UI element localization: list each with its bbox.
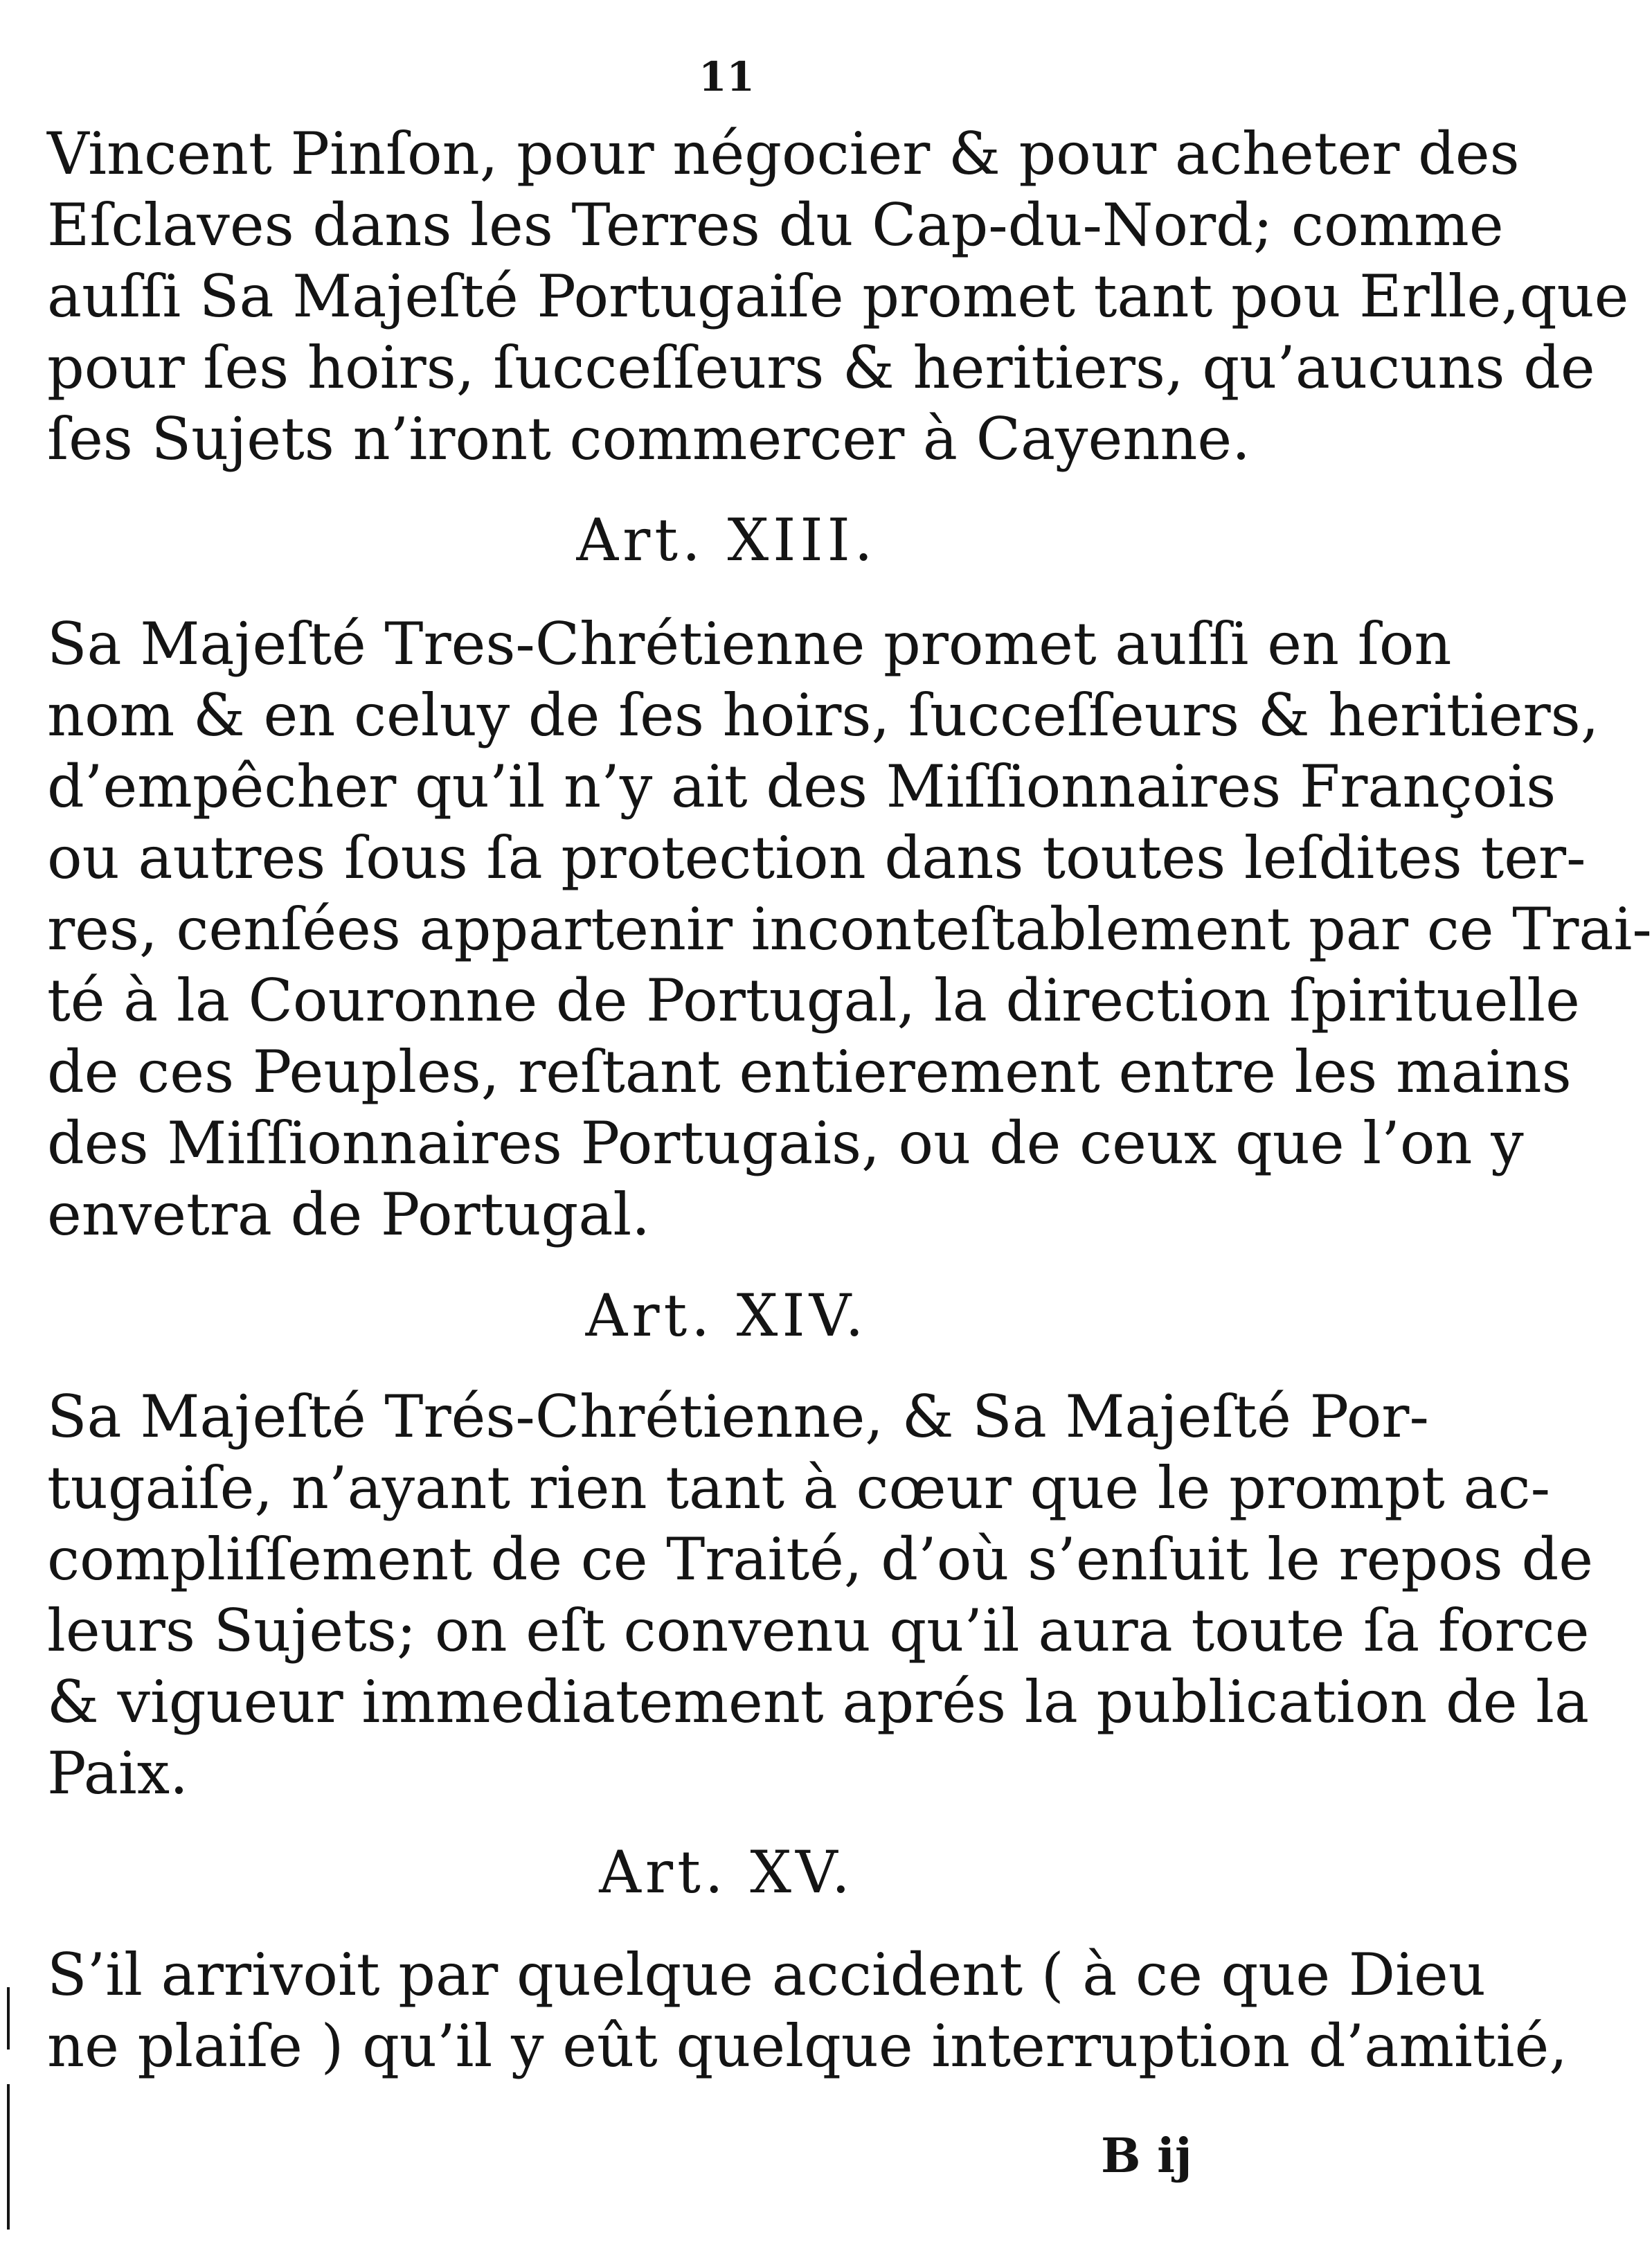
margin-rule xyxy=(7,1987,10,2050)
text-line: Sa Majeſté Trés-Chrétienne, & Sa Majeſté Por- xyxy=(47,1383,1429,1451)
text-line: nom & en celuy de ſes hoirs, ſucceſſeurs & heritiers, xyxy=(47,681,1599,749)
text-line: auſſi Sa Majeſté Portugaiſe promet tant pou Erlle,que xyxy=(47,262,1629,330)
text-line: d’empêcher qu’il n’y ait des Miſſionnaires François xyxy=(47,753,1556,820)
text-line: ne plaiſe ) qu’il y eût quelque interruption d’amitié, xyxy=(47,2012,1568,2080)
article-heading: Art. XIV. xyxy=(585,1282,868,1349)
margin-rule xyxy=(7,2084,10,2230)
text-line: Vincent Pinſon, pour négocier & pour acheter des xyxy=(47,120,1520,188)
text-line: Sa Majeſté Tres-Chrétienne promet auſſi en ſon xyxy=(47,610,1452,678)
article-heading: Art. XIII. xyxy=(576,506,877,574)
text-line: & vigueur immediatement aprés la publication de la xyxy=(47,1668,1590,1736)
signature-mark: B ij xyxy=(1101,2128,1192,2184)
text-line: de ces Peuples, reſtant entierement entre les mains xyxy=(47,1038,1572,1106)
text-line: leurs Sujets; on eſt convenu qu’il aura toute ſa force xyxy=(47,1597,1590,1665)
text-line: pour ſes hoirs, ſucceſſeurs & heritiers, qu’aucuns de xyxy=(47,334,1595,402)
text-line: des Miſſionnaires Portugais, ou de ceux que l’on y xyxy=(47,1109,1524,1177)
page-number: 11 xyxy=(699,53,755,100)
article-heading: Art. XV. xyxy=(599,1838,854,1906)
text-line: tugaiſe, n’ayant rien tant à cœur que le prompt ac- xyxy=(47,1454,1550,1522)
text-line: compliſſement de ce Traité, d’où s’enſuit le repos de xyxy=(47,1525,1593,1593)
text-line: res, cenſées appartenir inconteſtablement par ce Trai- xyxy=(47,895,1652,963)
text-line: Eſclaves dans les Terres du Cap-du-Nord; comme xyxy=(47,191,1504,259)
text-line: Paix. xyxy=(47,1739,188,1807)
text-line: té à la Couronne de Portugal, la direction ſpirituelle xyxy=(47,967,1580,1034)
text-line: S’il arrivoit par quelque accident ( à ce que Dieu xyxy=(47,1941,1486,2009)
text-line: ſes Sujets n’iront commercer à Cayenne. xyxy=(47,405,1250,473)
text-line: ou autres ſous ſa protection dans toutes leſdites ter- xyxy=(47,824,1586,892)
text-line: envetra de Portugal. xyxy=(47,1181,650,1248)
